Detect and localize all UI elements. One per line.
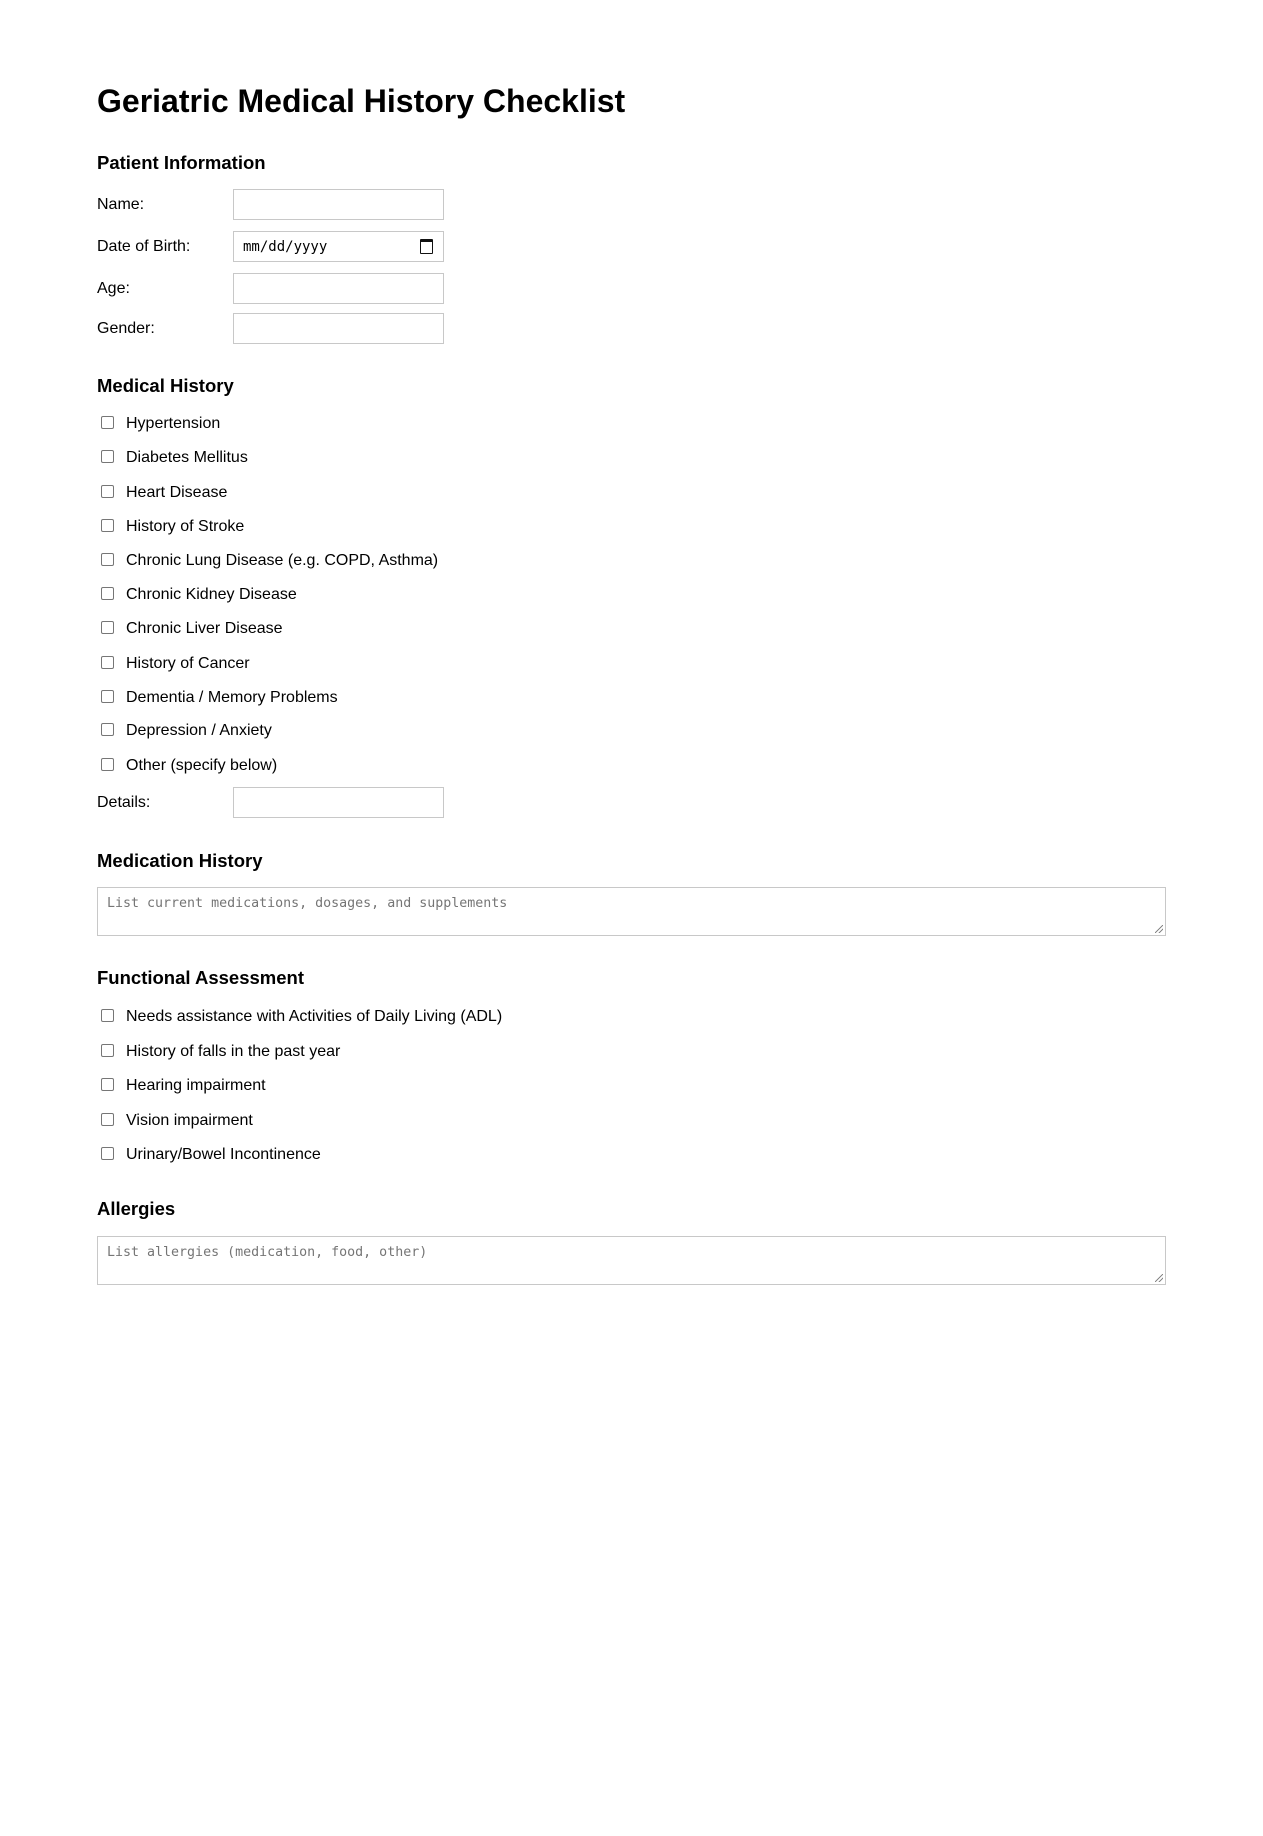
checkbox-label: Needs assistance with Activities of Daily Living (ADL) (126, 1008, 503, 1025)
checkbox-label: Hearing impairment (126, 1077, 266, 1094)
details-row (97, 787, 497, 818)
resize-handle-icon[interactable] (1155, 925, 1163, 933)
name-row (97, 189, 497, 220)
date-placeholder: mm/dd/yyyy (243, 238, 328, 255)
checkbox-label: History of Cancer (126, 655, 250, 672)
checkbox[interactable] (101, 690, 114, 703)
medical-history-heading: Medical History (97, 375, 234, 396)
checkbox[interactable] (101, 1009, 114, 1022)
checkbox[interactable] (101, 587, 114, 600)
checkbox-label: Heart Disease (126, 484, 228, 501)
date-of-birth-row (97, 231, 497, 262)
checkbox[interactable] (101, 1078, 114, 1091)
allergies-placeholder: List allergies (medication, food, other) (107, 1245, 428, 1260)
checkbox-label: Chronic Lung Disease (e.g. COPD, Asthma) (126, 552, 439, 569)
patient-information-heading: Patient Information (97, 152, 266, 173)
checkbox-label: Hypertension (126, 415, 221, 432)
checkbox[interactable] (101, 1147, 114, 1160)
checkbox[interactable] (101, 450, 114, 463)
age-label: Age: (97, 280, 130, 297)
checkbox[interactable] (101, 416, 114, 429)
medication-history-heading: Medication History (97, 850, 263, 871)
name-label: Name: (97, 196, 145, 213)
checkbox-label: Chronic Kidney Disease (126, 586, 297, 603)
checkbox-label: Other (specify below) (126, 757, 278, 774)
checkbox[interactable] (101, 1113, 114, 1126)
calendar-icon[interactable] (420, 239, 433, 254)
checkbox[interactable] (101, 621, 114, 634)
medication-history-textarea[interactable] (97, 887, 1166, 936)
checkbox[interactable] (101, 553, 114, 566)
checkbox[interactable] (101, 519, 114, 532)
name-input[interactable] (233, 189, 444, 220)
checkbox-label: History of Stroke (126, 518, 245, 535)
checkbox-label: History of falls in the past year (126, 1043, 341, 1060)
medication-placeholder: List current medications, dosages, and supplements (107, 896, 508, 911)
checkbox[interactable] (101, 723, 114, 736)
functional-assessment-heading: Functional Assessment (97, 967, 304, 988)
date-of-birth-label: Date of Birth: (97, 238, 191, 255)
resize-handle-icon[interactable] (1155, 1274, 1163, 1282)
gender-label: Gender: (97, 320, 155, 337)
details-input[interactable] (233, 787, 444, 818)
page-title: Geriatric Medical History Checklist (97, 83, 626, 119)
checkbox[interactable] (101, 485, 114, 498)
allergies-heading: Allergies (97, 1198, 176, 1219)
checkbox[interactable] (101, 758, 114, 771)
details-label: Details: (97, 794, 151, 811)
checkbox-label: Urinary/Bowel Incontinence (126, 1146, 321, 1163)
checkbox[interactable] (101, 656, 114, 669)
checkbox-label: Diabetes Mellitus (126, 449, 248, 466)
gender-row (97, 313, 497, 344)
checkbox-label: Dementia / Memory Problems (126, 689, 338, 706)
age-row (97, 273, 497, 304)
date-of-birth-input[interactable] (233, 231, 444, 262)
checkbox-label: Depression / Anxiety (126, 722, 272, 739)
allergies-textarea[interactable] (97, 1236, 1166, 1285)
checkbox-label: Chronic Liver Disease (126, 620, 283, 637)
age-input[interactable] (233, 273, 444, 304)
checkbox[interactable] (101, 1044, 114, 1057)
checkbox-label: Vision impairment (126, 1112, 253, 1129)
gender-input[interactable] (233, 313, 444, 344)
